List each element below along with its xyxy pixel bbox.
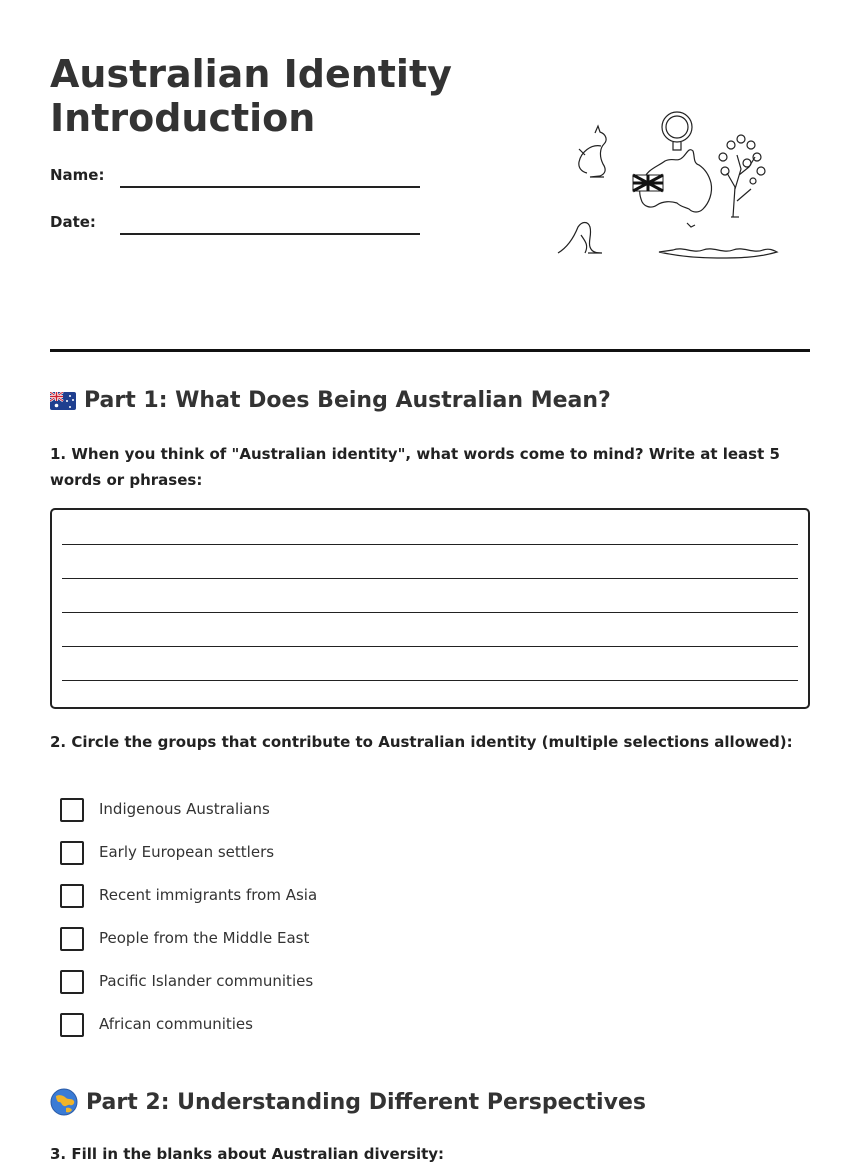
checkbox[interactable] [60, 841, 84, 865]
q1-answer-box[interactable] [50, 508, 810, 709]
globe-asia-icon [50, 1088, 78, 1116]
writing-line[interactable] [62, 578, 798, 579]
australia-flag-icon [50, 392, 76, 410]
checkbox[interactable] [60, 884, 84, 908]
checkbox[interactable] [60, 798, 84, 822]
name-line[interactable] [120, 186, 420, 188]
question-1: 1. When you think of "Australian identity", what words come to mind? Write at least 5 words or phrases: [50, 445, 780, 489]
option-label: Early European settlers [99, 843, 275, 861]
option-label: Pacific Islander communities [99, 972, 314, 990]
checkbox[interactable] [60, 927, 84, 951]
kangaroo-icon [579, 126, 606, 177]
title-line-2: Introduction [50, 96, 316, 140]
group-options [60, 797, 560, 1055]
date-field[interactable] [50, 213, 420, 243]
date-line[interactable] [120, 233, 420, 235]
name-label: Name: [50, 166, 105, 184]
question-3: 3. Fill in the blanks about Australian diversity: [50, 1145, 445, 1163]
australia-illustration [555, 105, 785, 265]
checkbox[interactable] [60, 970, 84, 994]
water-icon [659, 249, 777, 258]
worksheet-title [50, 52, 470, 140]
option-label: Recent immigrants from Asia [99, 886, 318, 904]
writing-line[interactable] [62, 544, 798, 545]
date-label: Date: [50, 213, 96, 231]
part2-title-text: Part 2: Understanding Different Perspectives [86, 1089, 646, 1115]
option-label: African communities [99, 1015, 253, 1033]
writing-line[interactable] [62, 646, 798, 647]
writing-line[interactable] [62, 612, 798, 613]
sun-ring-icon [662, 112, 692, 150]
option-indigenous[interactable] [60, 797, 560, 840]
name-field[interactable] [50, 166, 420, 196]
option-middle-east[interactable] [60, 926, 560, 969]
option-label: Indigenous Australians [99, 800, 270, 818]
title-line-1: Australian Identity [50, 52, 452, 96]
option-pacific-islander[interactable] [60, 969, 560, 1012]
header-divider [50, 349, 810, 352]
question-2: 2. Circle the groups that contribute to Australian identity (multiple selections allowed): [50, 733, 793, 751]
part1-title [50, 388, 611, 413]
kangaroo-tail-icon [558, 223, 602, 254]
option-label: People from the Middle East [99, 929, 310, 947]
writing-line[interactable] [62, 680, 798, 681]
checkbox[interactable] [60, 1013, 84, 1037]
option-european-settlers[interactable] [60, 840, 560, 883]
option-asia-immigrants[interactable] [60, 883, 560, 926]
gum-tree-icon [719, 135, 765, 217]
part1-title-text: Part 1: What Does Being Australian Mean? [84, 388, 611, 413]
part2-title [50, 1088, 646, 1116]
union-jack-icon [633, 175, 663, 191]
option-african[interactable] [60, 1012, 560, 1055]
